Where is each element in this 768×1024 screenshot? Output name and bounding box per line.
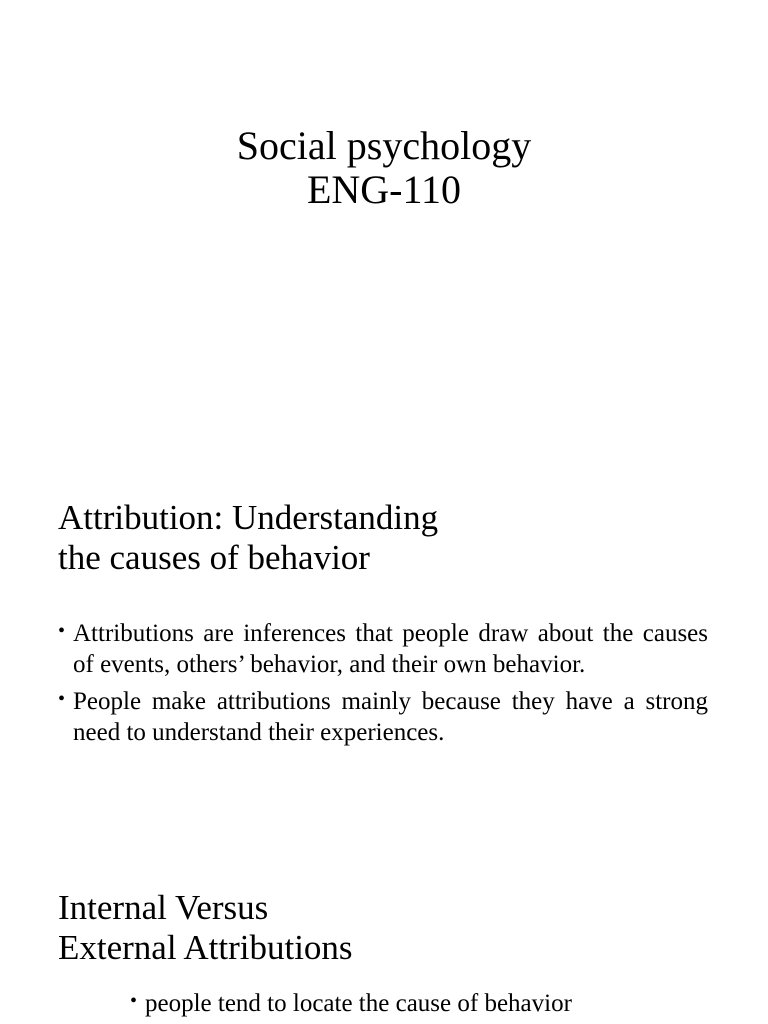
internal-external-heading-line-1: Internal Versus [58,888,269,927]
bullet-text: People make attributions mainly because they have a strong need to understand their experiences. [73,688,708,746]
bullet-text: Attributions are inferences that people draw about the causes of events, others’ behavior, and their own behavior. [73,620,708,678]
internal-external-heading [58,888,353,968]
attribution-heading-line-1: Attribution: Understanding [58,498,439,537]
slide-title [0,124,768,212]
bullet-icon: • [58,620,66,642]
bullet-text: people tend to locate the cause of behavior [145,990,572,1017]
bullet-icon: • [58,688,66,710]
title-line-2: ENG-110 [306,167,462,212]
attribution-bullet-list [58,618,708,754]
title-line-1: Social psychology [236,123,532,168]
internal-external-bullet-list [130,988,730,1019]
bullet-icon: • [130,990,138,1012]
bullet-item [130,988,730,1019]
attribution-heading [58,498,438,578]
internal-external-heading-line-2: External Attributions [58,928,353,967]
bullet-item [58,618,708,680]
attribution-heading-line-2: the causes of behavior [58,538,370,577]
bullet-item [58,686,708,748]
